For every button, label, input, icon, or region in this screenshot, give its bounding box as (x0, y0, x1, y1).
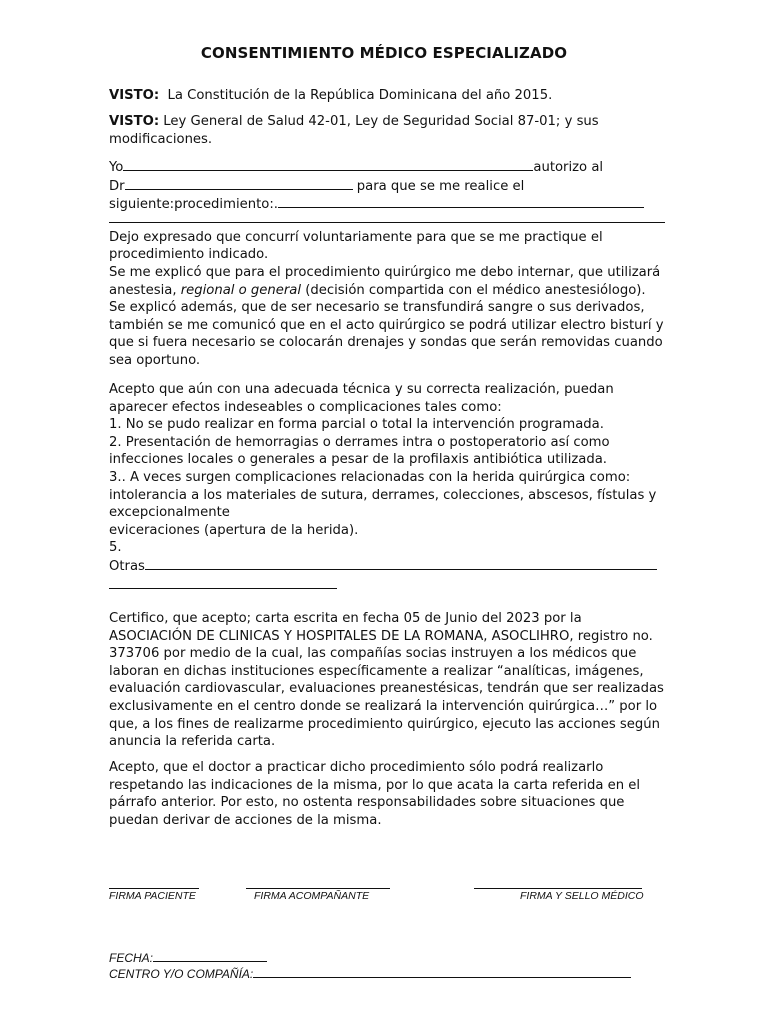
otras-label: Otras (109, 558, 145, 574)
visto-text: Ley General de Salud 42-01, Ley de Seguridad Social 87-01; y sus modificaciones. (109, 114, 599, 147)
anesthesia-text-b: (decisión compartida con el médico anestesiólogo). Se explicó además, que de ser necesario se transfundirá sangre o sus derivados, también se me comunicó que en el acto quirúrgico se podrá utilizar electro bisturí y que si fuera necesario se colocarán drenajes y sondas que serán removidas cuando sea oportuno. (109, 282, 664, 368)
otras-line (109, 557, 665, 576)
complication-item-3b: eviceraciones (apertura de la herida). (109, 522, 359, 538)
visto-laws (109, 113, 665, 149)
patient-name-line (109, 158, 665, 177)
complications-section (109, 381, 665, 589)
patient-signature-label: FIRMA PACIENTE (109, 890, 196, 902)
complications-intro: Acepto que aún con una adecuada técnica y su correcta realización, puedan aparecer efectos indeseables o complicaciones tales como: (109, 382, 614, 415)
visto-colon: : (153, 114, 160, 129)
patient-signature-field[interactable] (109, 888, 199, 889)
anesthesia-type: regional o general (180, 282, 302, 298)
procedure-field[interactable] (278, 195, 644, 208)
doctor-signature-label: FIRMA Y SELLO MÉDICO (520, 890, 644, 902)
acepto-doctor-paragraph: Acepto, que el doctor a practicar dicho procedimiento sólo podrá realizarlo respetando las indicaciones de la misma, por lo que acata la carta referida en el párrafo anterior. Por esto, no ostenta responsabilidades sobre situaciones que puedan derivar de acciones de la misma. (109, 760, 641, 828)
autorizo-label: autorizo al (533, 160, 604, 175)
companion-signature-field[interactable] (246, 888, 390, 889)
visto-text: La Constitución de la República Dominicana del año 2015. (159, 88, 553, 103)
doctor-name-line (109, 177, 665, 196)
visto-colon: : (153, 88, 160, 103)
para-que-label: para que se me realice el (356, 178, 525, 194)
anesthesia-text-a: Se me explicó que para el procedimiento quirúrgico me debo internar, que utilizará anestesia, (109, 264, 661, 298)
complication-item-3: 3.. A veces surgen complicaciones relacionadas con la herida quirúrgica como: intolerancia a los materiales de sutura, derrames, colecciones, abscesos, fístulas y excepcionalmente (109, 469, 657, 521)
document-title: CONSENTIMIENTO MÉDICO ESPECIALIZADO (200, 44, 568, 62)
procedure-label: siguiente:procedimiento:. (109, 197, 278, 213)
consent-fields (109, 158, 665, 370)
visto-label: VISTO (109, 88, 154, 103)
center-label: CENTRO Y/O COMPAÑÍA: (109, 967, 254, 981)
complication-item-1: 1. No se pudo realizar en forma parcial o total la intervención programada. (109, 417, 604, 433)
voluntary-paragraph: Dejo expresado que concurrí voluntariamente para que se me practique el procedimiento indicado. (109, 229, 603, 263)
patient-name-field[interactable] (123, 158, 533, 171)
procedure-field-extra[interactable] (109, 214, 665, 223)
doctor-signature-field[interactable] (474, 888, 642, 889)
dr-label: Dr (109, 178, 125, 194)
companion-signature-label: FIRMA ACOMPAÑANTE (254, 890, 370, 902)
doctor-name-field[interactable] (125, 177, 353, 190)
otras-field-extra[interactable] (109, 576, 337, 589)
certifico-paragraph: Certifico, que acepto; carta escrita en fecha 05 de Junio del 2023 por la ASOCIACIÓN DE CLINICAS Y HOSPITALES DE LA ROMANA, ASOCLIHRO, registro no. 373706 por medio de la cual, las compañías socias instruyen a los médicos que laboran en dichas instituciones específicamente a realizar “analíticas, imágenes, evaluación cardiovascular, evaluaciones preanestésicas, tendrán que ser realizadas exclusivamente en el centro donde se realizará la intervención quirúrgica…” por lo que, a los fines de realizarme procedimiento quirúrgico, ejecuto las acciones según anuncia la referida carta. (109, 611, 664, 750)
complication-item-5: 5. (109, 540, 122, 556)
visto-constitution (109, 87, 665, 105)
date-field[interactable] (153, 950, 267, 962)
visto-label: VISTO (109, 114, 154, 129)
center-field[interactable] (253, 966, 631, 978)
date-label: FECHA: (109, 951, 154, 965)
date-line (109, 950, 267, 965)
yo-label: Yo (109, 160, 124, 175)
complication-item-2: 2. Presentación de hemorragias o derrames intra o postoperatorio así como infecciones locales o generales a pesar de la profilaxis antibiótica utilizada. (109, 434, 610, 468)
procedure-line (109, 195, 665, 214)
anesthesia-paragraph (109, 264, 665, 370)
center-line (109, 966, 631, 981)
otras-field[interactable] (145, 557, 657, 570)
